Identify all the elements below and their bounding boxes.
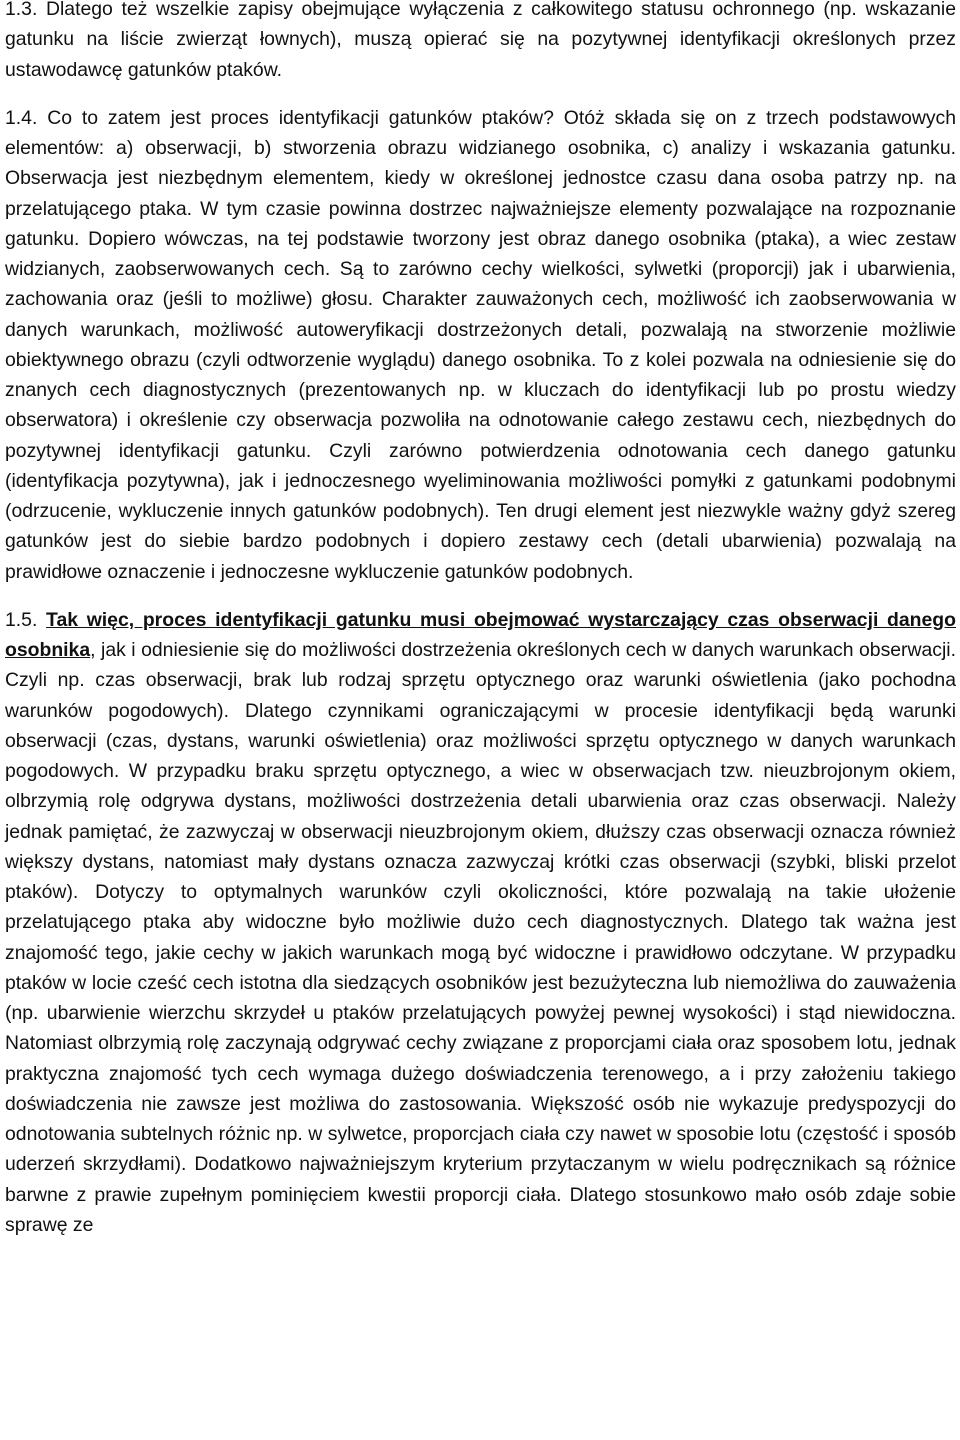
paragraph-link-text[interactable]: Dotyczy to optymalnych warunków czyli okoliczności, które pozwalają na takie ułożenie przelatującego ptaka aby widoczne było możliwie dużo cech diagnostycznych. [5, 881, 956, 934]
paragraph-link-text[interactable]: W tym czasie powinna dostrzec najważniejsze elementy pozwalające na rozpoznanie gatunku. [5, 197, 957, 250]
paragraph-link-text[interactable]: Dodatkowo najważniejszym kryterium przytaczanym w wielu podręcznikach są różnice barwne z prawie zupełnym pominięciem kwestii proporcji ciała. [5, 1153, 957, 1206]
paragraph-link-text[interactable]: Dlatego stosunkowo mało osób zdaje sobie sprawę ze [5, 1183, 956, 1236]
paragraph-link-text[interactable]: Dopiero wówczas, na tej podstawie tworzony jest obraz danego osobnika (ptaka), a wiec zestaw widzianych, zaobserwowanych cech. [5, 227, 957, 280]
paragraph-link-text[interactable]: Dlatego czynnikami ograniczającymi w procesie identyfikacji będą warunki obserwacji (czas, dystans, warunki oświetlenia) oraz możliwości sprzętu optycznego w danych warunkach pogodowych. [5, 699, 957, 782]
section-number: 1.3. [5, 0, 38, 20]
paragraph-link-text[interactable]: Ten drugi element jest niezwykle ważny gdyż szereg gatunków jest do siebie bardzo podobnych i dopiero zestawy cech (detali ubarwienia) pozwalają na prawidłowe oznaczenie i jednoczesne wykluczenie gatunków podobnych. [5, 500, 957, 583]
paragraph-link-text[interactable]: W przypadku ptaków w locie cześć cech istotna dla siedzących osobników jest bezużyteczna lub niemożliwa do zauważenia (np. ubarwienie wierzchu skrzydeł u ptaków przelatujących powyżej pewnej wysokości) i stąd niewidoczna. [5, 941, 957, 1024]
paragraph-bold-text: Tak więc, proces identyfikacji gatunku musi obejmować wystarczający czas obserwacji danego osobnika [5, 608, 957, 661]
paragraph-link-text[interactable]: Większość osób nie wykazuje predyspozycji do odnotowania subtelnych różnic np. w sylwetce, proporcjach ciała czy nawet w sposobie lotu (częstość i sposób uderzeń skrzydłami). [5, 1092, 956, 1176]
paragraph-link-text[interactable]: Obserwacja jest niezbędnym elementem, kiedy w określonej jednostce czasu dana osoba patrzy np. na przelatującego ptaka. [5, 167, 956, 220]
paragraph-link-text[interactable]: To z kolei pozwala na odniesienie się do znanych cech diagnostycznych (prezentowanych np. w kluczach do identyfikacji lub po prostu wiedzy obserwatora) i określenie czy obserwacja pozwoliła na odnotowanie całego zestawu cech, niezbędnych do pozytywnej identyfikacji gatunku. [5, 348, 957, 462]
paragraph-1-3 [5, 0, 956, 85]
paragraph-1-4 [5, 103, 956, 587]
paragraph-link-text[interactable]: Charakter zauważonych cech, możliwość ich zaobserwowania w danych warunkach, możliwość autoweryfikacji dostrzeżonych detali, pozwalają na stworzenie możliwie obiektywnego obrazu (czyli odtworzenie wyglądu) danego osobnika. [5, 288, 956, 371]
paragraph-1-5 [5, 605, 956, 1240]
paragraph-link-text[interactable]: Czyli np. czas obserwacji, brak lub rodzaj sprzętu optycznego oraz warunki oświetlenia (jako pochodna warunków pogodowych). [5, 669, 956, 722]
paragraph-link-text[interactable]: Należy jednak pamiętać, że zazwyczaj w obserwacji nieuzbrojonym okiem, dłuższy czas obserwacji oznacza również większy dystans, natomiast mały dystans oznacza zazwyczaj krótki czas obserwacji (szybki, bliski przelot ptaków). [5, 790, 957, 903]
paragraph-text: Otóż składa się on z trzech podstawowych elementów: a) obserwacji, b) stworzenia obrazu widzianego osobnika, c) analizy i wskazania gatunku. [5, 106, 957, 159]
section-number: 1.5. [5, 608, 38, 631]
section-number: 1.4. [5, 106, 38, 129]
paragraph-link-text[interactable]: W przypadku braku sprzętu optycznego, a wiec w obserwacjach tzw. nieuzbrojonym okiem, olbrzymią rolę odgrywa dystans, możliwości dostrzeżenia detali ubarwienia oraz czas obserwacji. [5, 760, 956, 813]
paragraph-link-text[interactable]: Dlatego tak ważna jest znajomość tego, jakie cechy w jakich warunkach mogą być widoczne i prawidłowo odczytane. [5, 911, 956, 964]
paragraph-text: , jak i odniesienie się do możliwości dostrzeżenia określonych cech w danych warunkach obserwacji. [90, 639, 956, 661]
document-page [5, 0, 956, 1240]
paragraph-link-text[interactable]: Natomiast olbrzymią rolę zaczynają odgrywać cechy związane z proporcjami ciała oraz sposobem lotu, jednak praktyczna znajomość tych cech wymaga dużego doświadczenia terenowego, a i przy założeniu takiego doświadczenia nie zawsze jest możliwa do zastosowania. [5, 1032, 956, 1115]
paragraph-link-text[interactable]: Dlatego też wszelkie zapisy obejmujące wyłączenia z całkowitego statusu ochronnego (np. wskazanie gatunku na liście zwierząt łownych), muszą opierać się na pozytywnej identyfikacji określonych przez ustawodawcę gatunków ptaków. [5, 0, 956, 81]
paragraph-link-text[interactable]: Są to zarówno cechy wielkości, sylwetki (proporcji) jak i ubarwienia, zachowania oraz (jeśli to możliwe) głosu. [5, 258, 957, 311]
paragraph-link-text[interactable]: Co to zatem jest proces identyfikacji gatunków ptaków? [47, 106, 554, 129]
paragraph-link-text[interactable]: Czyli zarówno potwierdzenia odnotowania cech danego gatunku (identyfikacja pozytywna), jak i jednoczesnego wyeliminowania możliwości pomyłki z gatunkami podobnymi (odrzucenie, wykluczenie innych gatunków podobnych). [5, 439, 956, 522]
